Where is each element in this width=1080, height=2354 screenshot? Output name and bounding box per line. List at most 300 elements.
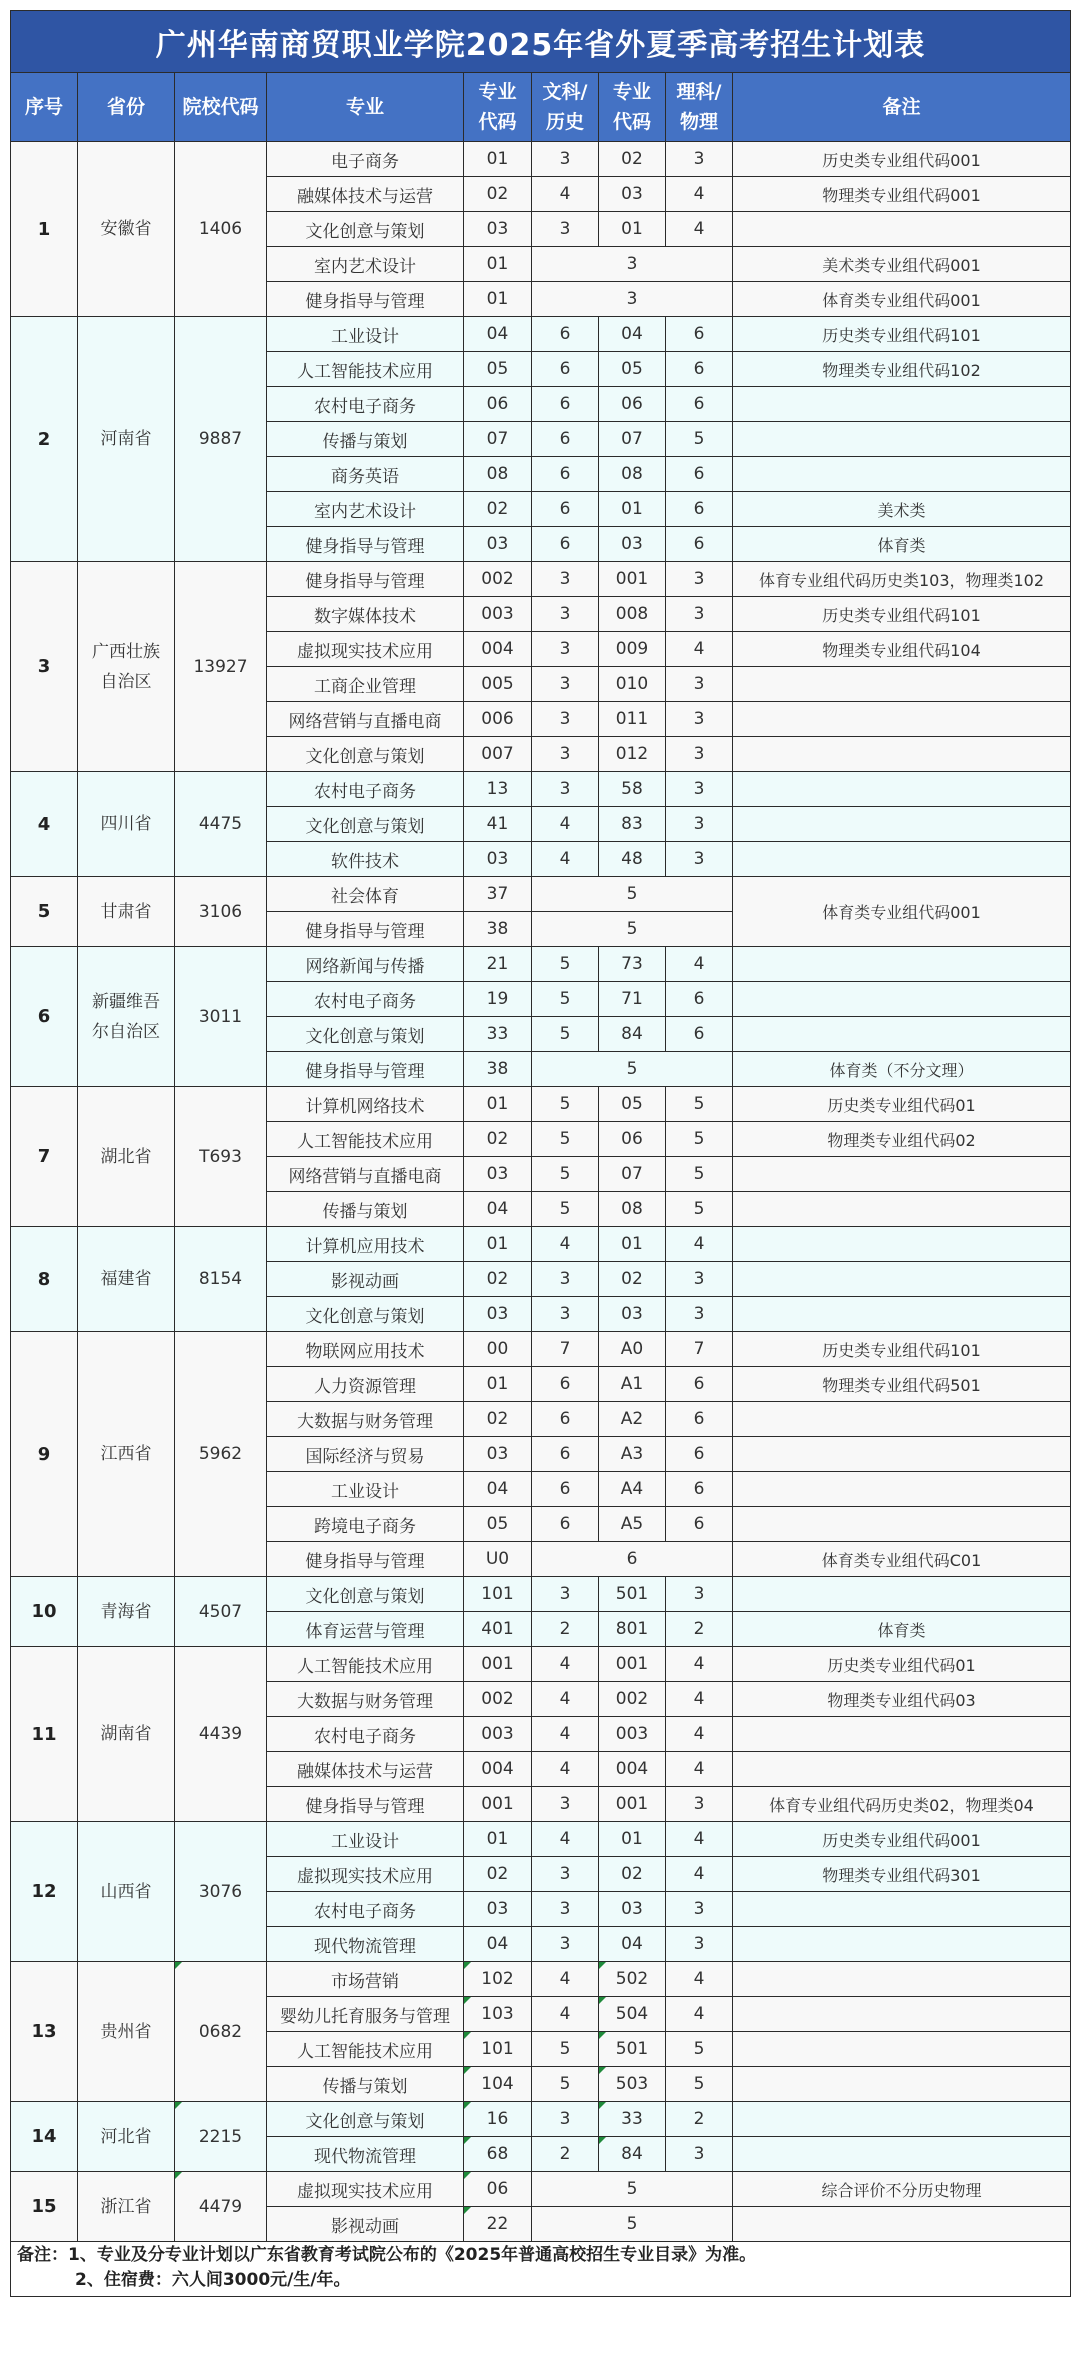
major-code-1-cell: 33 (464, 1017, 532, 1052)
note-cell (733, 1507, 1071, 1542)
major-code-1-cell: 02 (464, 177, 532, 212)
school-code-cell: 13927 (175, 562, 267, 772)
major-code-1-cell: 38 (464, 912, 532, 947)
table-body (11, 142, 1071, 2242)
header-province: 省份 (78, 73, 175, 142)
seq-cell: 5 (11, 877, 78, 947)
major-cell: 文化创意与策划 (267, 1297, 464, 1332)
school-code-cell: 4507 (175, 1577, 267, 1647)
history-quota-cell: 2 (532, 2137, 599, 2172)
note-cell: 历史类专业组代码001 (733, 1822, 1071, 1857)
physics-quota-cell: 4 (666, 1997, 733, 2032)
province-cell: 湖北省 (78, 1087, 175, 1227)
province-cell: 福建省 (78, 1227, 175, 1332)
major-code-2-cell: 06 (599, 1122, 666, 1157)
table-row (11, 1087, 1071, 1122)
physics-quota-cell: 5 (666, 1192, 733, 1227)
major-code-1-cell: 01 (464, 1367, 532, 1402)
major-cell: 传播与策划 (267, 1192, 464, 1227)
major-code-1-cell: 004 (464, 1752, 532, 1787)
note-cell: 美术类专业组代码001 (733, 247, 1071, 282)
major-cell: 融媒体技术与运营 (267, 1752, 464, 1787)
note-cell: 历史类专业组代码101 (733, 317, 1071, 352)
major-code-1-cell: 01 (464, 247, 532, 282)
school-code-cell: 4475 (175, 772, 267, 877)
note-cell (733, 982, 1071, 1017)
major-code-1-cell: 03 (464, 1157, 532, 1192)
merged-quota-cell: 3 (532, 247, 733, 282)
major-code-1-cell: 401 (464, 1612, 532, 1647)
major-code-2-cell: 009 (599, 632, 666, 667)
major-cell: 工商企业管理 (267, 667, 464, 702)
header-major: 专业 (267, 73, 464, 142)
major-code-1-cell: 003 (464, 597, 532, 632)
major-code-1-cell: 21 (464, 947, 532, 982)
major-code-2-cell: 01 (599, 492, 666, 527)
history-quota-cell: 4 (532, 1752, 599, 1787)
major-code-1-cell: U0 (464, 1542, 532, 1577)
province-cell: 安徽省 (78, 142, 175, 317)
physics-quota-cell: 4 (666, 947, 733, 982)
physics-quota-cell: 4 (666, 1752, 733, 1787)
note-cell (733, 737, 1071, 772)
history-quota-cell: 3 (532, 1787, 599, 1822)
major-code-2-cell: 84 (599, 1017, 666, 1052)
physics-quota-cell: 4 (666, 1962, 733, 1997)
major-code-2-cell: 010 (599, 667, 666, 702)
major-cell: 文化创意与策划 (267, 2102, 464, 2137)
major-code-2-cell: 05 (599, 1087, 666, 1122)
physics-quota-cell: 3 (666, 1577, 733, 1612)
history-quota-cell: 3 (532, 562, 599, 597)
history-quota-cell: 3 (532, 142, 599, 177)
major-cell: 健身指导与管理 (267, 912, 464, 947)
table-row (11, 1577, 1071, 1612)
major-code-2-cell: 48 (599, 842, 666, 877)
physics-quota-cell: 2 (666, 2102, 733, 2137)
physics-quota-cell: 3 (666, 597, 733, 632)
major-code-1-cell: 005 (464, 667, 532, 702)
major-code-1-cell: 101 (464, 1577, 532, 1612)
note-cell (733, 422, 1071, 457)
physics-quota-cell: 6 (666, 1472, 733, 1507)
major-code-2-cell: 002 (599, 1682, 666, 1717)
history-quota-cell: 5 (532, 1122, 599, 1157)
seq-cell: 9 (11, 1332, 78, 1577)
major-cell: 网络营销与直播电商 (267, 1157, 464, 1192)
major-code-2-cell: 011 (599, 702, 666, 737)
major-code-2-cell: 501 (599, 2032, 666, 2067)
note-cell (733, 702, 1071, 737)
history-quota-cell: 4 (532, 1647, 599, 1682)
major-code-1-cell: 68 (464, 2137, 532, 2172)
table-row (11, 2172, 1071, 2207)
major-code-1-cell: 001 (464, 1787, 532, 1822)
physics-quota-cell: 3 (666, 1787, 733, 1822)
seq-cell: 15 (11, 2172, 78, 2242)
table-row (11, 2102, 1071, 2137)
major-code-2-cell: 504 (599, 1997, 666, 2032)
footer-note-line-1: 备注：1、专业及分专业计划以广东省教育考试院公布的《2025年普通高校招生专业目录》为准。 (17, 2245, 757, 2265)
history-quota-cell: 6 (532, 422, 599, 457)
major-code-1-cell: 02 (464, 1122, 532, 1157)
history-quota-cell: 3 (532, 667, 599, 702)
major-cell: 人工智能技术应用 (267, 1647, 464, 1682)
major-cell: 国际经济与贸易 (267, 1437, 464, 1472)
major-cell: 商务英语 (267, 457, 464, 492)
school-code-cell: T693 (175, 1087, 267, 1227)
history-quota-cell: 2 (532, 1612, 599, 1647)
history-quota-cell: 4 (532, 1717, 599, 1752)
major-code-2-cell: 07 (599, 1157, 666, 1192)
major-code-1-cell: 38 (464, 1052, 532, 1087)
major-code-2-cell: A4 (599, 1472, 666, 1507)
major-cell: 文化创意与策划 (267, 1577, 464, 1612)
major-cell: 农村电子商务 (267, 1717, 464, 1752)
major-code-2-cell: 04 (599, 317, 666, 352)
major-code-1-cell: 06 (464, 387, 532, 422)
note-cell: 体育类专业组代码001 (733, 282, 1071, 317)
physics-quota-cell: 6 (666, 982, 733, 1017)
major-code-2-cell: A2 (599, 1402, 666, 1437)
major-code-1-cell: 02 (464, 492, 532, 527)
major-cell: 现代物流管理 (267, 1927, 464, 1962)
major-code-1-cell: 04 (464, 1472, 532, 1507)
major-code-1-cell: 02 (464, 1402, 532, 1437)
major-cell: 大数据与财务管理 (267, 1402, 464, 1437)
school-code-cell: 9887 (175, 317, 267, 562)
major-code-1-cell: 07 (464, 422, 532, 457)
header-note: 备注 (733, 73, 1071, 142)
footer-notes (11, 2242, 1071, 2297)
history-quota-cell: 6 (532, 1472, 599, 1507)
major-cell: 虚拟现实技术应用 (267, 2172, 464, 2207)
major-code-1-cell: 03 (464, 527, 532, 562)
merged-quota-cell: 6 (532, 1542, 733, 1577)
major-code-2-cell: 08 (599, 1192, 666, 1227)
major-code-2-cell: 503 (599, 2067, 666, 2102)
note-cell: 体育专业组代码历史类103，物理类102 (733, 562, 1071, 597)
major-cell: 社会体育 (267, 877, 464, 912)
physics-quota-cell: 4 (666, 1717, 733, 1752)
note-cell: 体育类专业组代码C01 (733, 1542, 1071, 1577)
history-quota-cell: 5 (532, 982, 599, 1017)
history-quota-cell: 4 (532, 177, 599, 212)
history-quota-cell: 6 (532, 1437, 599, 1472)
table-row (11, 1962, 1071, 1997)
note-cell (733, 1717, 1071, 1752)
major-cell: 计算机应用技术 (267, 1227, 464, 1262)
note-cell (733, 1577, 1071, 1612)
history-quota-cell: 3 (532, 1857, 599, 1892)
major-code-2-cell: 012 (599, 737, 666, 772)
note-cell (733, 1262, 1071, 1297)
history-quota-cell: 6 (532, 352, 599, 387)
major-cell: 人力资源管理 (267, 1367, 464, 1402)
major-cell: 传播与策划 (267, 2067, 464, 2102)
major-code-1-cell: 006 (464, 702, 532, 737)
province-cell: 河北省 (78, 2102, 175, 2172)
major-code-1-cell: 04 (464, 317, 532, 352)
physics-quota-cell: 3 (666, 842, 733, 877)
history-quota-cell: 7 (532, 1332, 599, 1367)
major-code-1-cell: 01 (464, 142, 532, 177)
header-major-code-1: 专业 代码 (464, 73, 532, 142)
major-code-1-cell: 16 (464, 2102, 532, 2137)
major-code-1-cell: 03 (464, 1297, 532, 1332)
physics-quota-cell: 3 (666, 772, 733, 807)
school-code-cell: 3011 (175, 947, 267, 1087)
major-code-2-cell: 07 (599, 422, 666, 457)
major-code-1-cell: 05 (464, 352, 532, 387)
major-code-1-cell: 003 (464, 1717, 532, 1752)
history-quota-cell: 6 (532, 457, 599, 492)
history-quota-cell: 5 (532, 1157, 599, 1192)
major-cell: 文化创意与策划 (267, 737, 464, 772)
note-cell: 体育类专业组代码001 (733, 877, 1071, 947)
major-code-2-cell: 83 (599, 807, 666, 842)
history-quota-cell: 4 (532, 1997, 599, 2032)
seq-cell: 2 (11, 317, 78, 562)
major-code-2-cell: A1 (599, 1367, 666, 1402)
major-cell: 室内艺术设计 (267, 247, 464, 282)
major-cell: 物联网应用技术 (267, 1332, 464, 1367)
merged-quota-cell: 5 (532, 877, 733, 912)
physics-quota-cell: 6 (666, 1507, 733, 1542)
physics-quota-cell: 5 (666, 1087, 733, 1122)
note-cell (733, 807, 1071, 842)
header-school-code: 院校代码 (175, 73, 267, 142)
physics-quota-cell: 4 (666, 632, 733, 667)
physics-quota-cell: 3 (666, 702, 733, 737)
major-cell: 虚拟现实技术应用 (267, 1857, 464, 1892)
history-quota-cell: 3 (532, 212, 599, 247)
note-cell (733, 1157, 1071, 1192)
major-cell: 现代物流管理 (267, 2137, 464, 2172)
major-code-1-cell: 04 (464, 1192, 532, 1227)
history-quota-cell: 4 (532, 1822, 599, 1857)
physics-quota-cell: 5 (666, 2067, 733, 2102)
physics-quota-cell: 6 (666, 527, 733, 562)
major-cell: 室内艺术设计 (267, 492, 464, 527)
note-cell (733, 1297, 1071, 1332)
table-row (11, 562, 1071, 597)
major-cell: 健身指导与管理 (267, 562, 464, 597)
table-row (11, 142, 1071, 177)
physics-quota-cell: 3 (666, 667, 733, 702)
school-code-cell: 2215 (175, 2102, 267, 2172)
note-cell: 物理类专业组代码001 (733, 177, 1071, 212)
note-cell (733, 667, 1071, 702)
major-code-2-cell: 001 (599, 562, 666, 597)
major-code-1-cell: 08 (464, 457, 532, 492)
major-code-2-cell: 01 (599, 212, 666, 247)
history-quota-cell: 4 (532, 1682, 599, 1717)
major-cell: 健身指导与管理 (267, 1052, 464, 1087)
header-major-code-2: 专业 代码 (599, 73, 666, 142)
major-cell: 婴幼儿托育服务与管理 (267, 1997, 464, 2032)
major-cell: 虚拟现实技术应用 (267, 632, 464, 667)
seq-cell: 7 (11, 1087, 78, 1227)
note-cell (733, 2207, 1071, 2242)
note-cell: 物理类专业组代码301 (733, 1857, 1071, 1892)
note-cell: 物理类专业组代码102 (733, 352, 1071, 387)
major-code-1-cell: 103 (464, 1997, 532, 2032)
major-code-2-cell: 03 (599, 1892, 666, 1927)
major-cell: 电子商务 (267, 142, 464, 177)
major-cell: 健身指导与管理 (267, 1542, 464, 1577)
major-code-1-cell: 22 (464, 2207, 532, 2242)
major-code-1-cell: 01 (464, 1087, 532, 1122)
major-code-1-cell: 02 (464, 1262, 532, 1297)
major-cell: 网络营销与直播电商 (267, 702, 464, 737)
major-code-1-cell: 102 (464, 1962, 532, 1997)
major-cell: 工业设计 (267, 1822, 464, 1857)
table-row (11, 1227, 1071, 1262)
major-code-1-cell: 41 (464, 807, 532, 842)
major-cell: 传播与策划 (267, 422, 464, 457)
major-code-1-cell: 002 (464, 562, 532, 597)
history-quota-cell: 6 (532, 317, 599, 352)
physics-quota-cell: 4 (666, 1647, 733, 1682)
major-code-1-cell: 19 (464, 982, 532, 1017)
merged-quota-cell: 5 (532, 912, 733, 947)
school-code-cell: 3106 (175, 877, 267, 947)
major-code-2-cell: 004 (599, 1752, 666, 1787)
major-code-2-cell: 06 (599, 387, 666, 422)
history-quota-cell: 6 (532, 1367, 599, 1402)
physics-quota-cell: 4 (666, 1857, 733, 1892)
note-cell: 历史类专业组代码001 (733, 142, 1071, 177)
province-cell: 山西省 (78, 1822, 175, 1962)
physics-quota-cell: 3 (666, 562, 733, 597)
major-code-2-cell: 03 (599, 527, 666, 562)
note-cell: 综合评价不分历史物理 (733, 2172, 1071, 2207)
note-cell: 历史类专业组代码101 (733, 1332, 1071, 1367)
major-code-2-cell: 801 (599, 1612, 666, 1647)
major-code-2-cell: 501 (599, 1577, 666, 1612)
merged-quota-cell: 5 (532, 1052, 733, 1087)
province-cell: 四川省 (78, 772, 175, 877)
note-cell: 物理类专业组代码03 (733, 1682, 1071, 1717)
major-cell: 体育运营与管理 (267, 1612, 464, 1647)
history-quota-cell: 5 (532, 1087, 599, 1122)
major-code-2-cell: 008 (599, 597, 666, 632)
history-quota-cell: 3 (532, 772, 599, 807)
history-quota-cell: 5 (532, 2032, 599, 2067)
major-cell: 农村电子商务 (267, 772, 464, 807)
history-quota-cell: 3 (532, 737, 599, 772)
table-row (11, 772, 1071, 807)
physics-quota-cell: 4 (666, 212, 733, 247)
major-cell: 健身指导与管理 (267, 1787, 464, 1822)
major-code-1-cell: 03 (464, 212, 532, 247)
table-row (11, 317, 1071, 352)
major-code-2-cell: 58 (599, 772, 666, 807)
major-code-1-cell: 001 (464, 1647, 532, 1682)
history-quota-cell: 6 (532, 492, 599, 527)
physics-quota-cell: 4 (666, 1822, 733, 1857)
major-cell: 数字媒体技术 (267, 597, 464, 632)
major-code-2-cell: 03 (599, 177, 666, 212)
seq-cell: 4 (11, 772, 78, 877)
physics-quota-cell: 6 (666, 1367, 733, 1402)
table-row (11, 1647, 1071, 1682)
major-cell: 农村电子商务 (267, 982, 464, 1017)
physics-quota-cell: 3 (666, 1262, 733, 1297)
school-code-cell: 4439 (175, 1647, 267, 1822)
major-cell: 大数据与财务管理 (267, 1682, 464, 1717)
history-quota-cell: 6 (532, 1402, 599, 1437)
history-quota-cell: 3 (532, 1297, 599, 1332)
major-cell: 人工智能技术应用 (267, 1122, 464, 1157)
physics-quota-cell: 6 (666, 457, 733, 492)
major-cell: 影视动画 (267, 2207, 464, 2242)
major-code-1-cell: 101 (464, 2032, 532, 2067)
history-quota-cell: 3 (532, 632, 599, 667)
physics-quota-cell: 3 (666, 1297, 733, 1332)
footer-note-line-2: 2、住宿费：六人间3000元/生/年。 (75, 2270, 351, 2290)
major-code-1-cell: 01 (464, 282, 532, 317)
major-cell: 影视动画 (267, 1262, 464, 1297)
school-code-cell: 5962 (175, 1332, 267, 1577)
note-cell (733, 2032, 1071, 2067)
header-seq: 序号 (11, 73, 78, 142)
history-quota-cell: 4 (532, 1227, 599, 1262)
major-code-2-cell: A5 (599, 1507, 666, 1542)
physics-quota-cell: 6 (666, 1402, 733, 1437)
history-quota-cell: 3 (532, 1262, 599, 1297)
note-cell (733, 2137, 1071, 2172)
header-row (11, 73, 1071, 142)
major-cell: 文化创意与策划 (267, 807, 464, 842)
note-cell (733, 457, 1071, 492)
physics-quota-cell: 3 (666, 737, 733, 772)
history-quota-cell: 5 (532, 1192, 599, 1227)
major-cell: 健身指导与管理 (267, 527, 464, 562)
seq-cell: 1 (11, 142, 78, 317)
history-quota-cell: 3 (532, 2102, 599, 2137)
major-cell: 网络新闻与传播 (267, 947, 464, 982)
physics-quota-cell: 6 (666, 317, 733, 352)
seq-cell: 11 (11, 1647, 78, 1822)
major-code-1-cell: 03 (464, 1437, 532, 1472)
province-cell: 甘肃省 (78, 877, 175, 947)
major-code-2-cell: 05 (599, 352, 666, 387)
history-quota-cell: 3 (532, 597, 599, 632)
physics-quota-cell: 7 (666, 1332, 733, 1367)
major-cell: 人工智能技术应用 (267, 352, 464, 387)
major-code-1-cell: 04 (464, 1927, 532, 1962)
major-code-1-cell: 03 (464, 1892, 532, 1927)
physics-quota-cell: 6 (666, 1017, 733, 1052)
history-quota-cell: 3 (532, 1927, 599, 1962)
seq-cell: 3 (11, 562, 78, 772)
major-code-2-cell: 003 (599, 1717, 666, 1752)
major-cell: 农村电子商务 (267, 1892, 464, 1927)
note-cell (733, 1227, 1071, 1262)
note-cell (733, 1192, 1071, 1227)
major-code-2-cell: 02 (599, 1262, 666, 1297)
province-cell: 青海省 (78, 1577, 175, 1647)
major-code-2-cell: 502 (599, 1962, 666, 1997)
school-code-cell: 0682 (175, 1962, 267, 2102)
school-code-cell: 3076 (175, 1822, 267, 1962)
physics-quota-cell: 5 (666, 2032, 733, 2067)
note-cell: 物理类专业组代码104 (733, 632, 1071, 667)
note-cell (733, 772, 1071, 807)
major-cell: 工业设计 (267, 317, 464, 352)
